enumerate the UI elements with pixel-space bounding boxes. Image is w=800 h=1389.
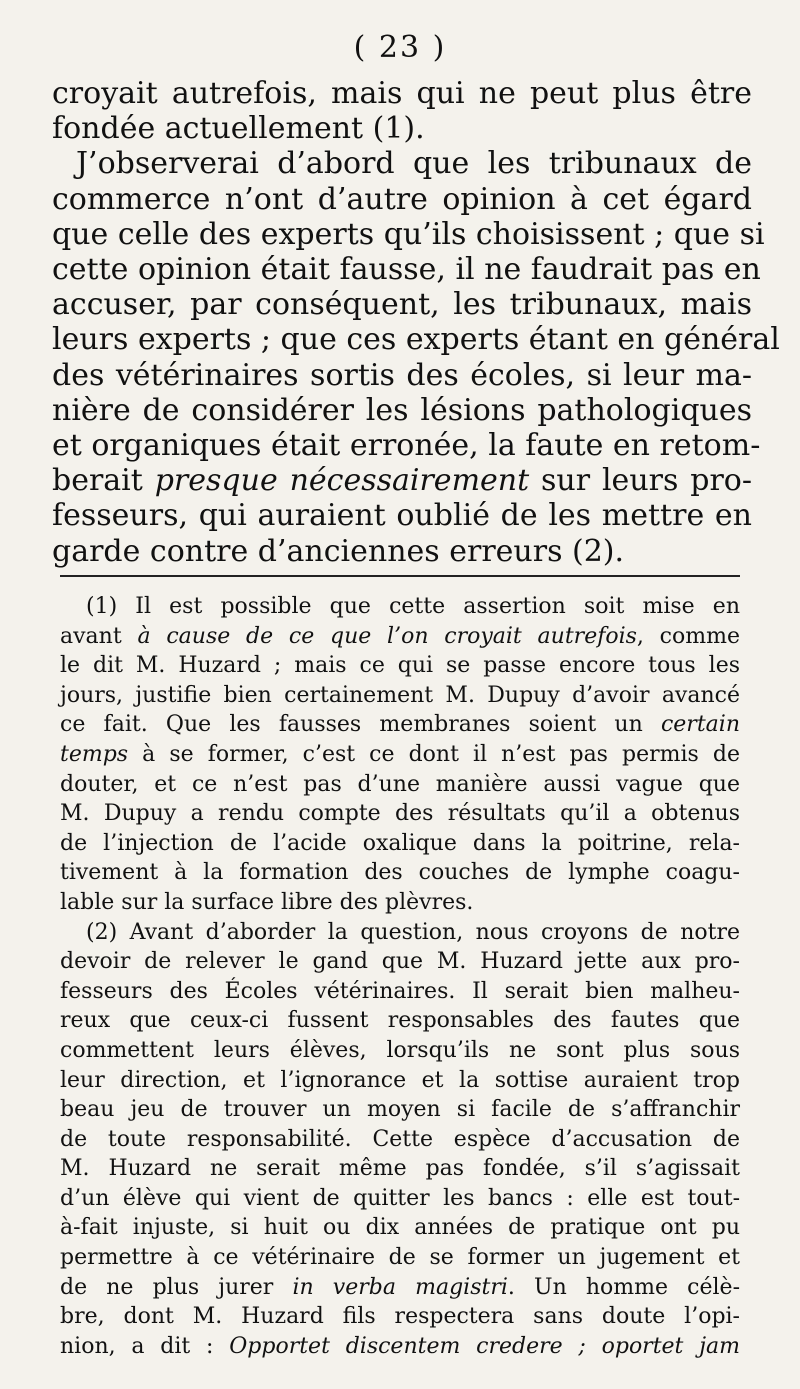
text-line bbox=[52, 111, 752, 146]
line-text: devoir de relever le gand que M. Huzard jette aux pro- bbox=[60, 949, 740, 975]
line-text: beau jeu de trouver un moyen si facile de s’affranchir bbox=[60, 1097, 740, 1123]
line-text: bre, dont M. Huzard fils respectera sans doute l’opi- bbox=[60, 1304, 740, 1330]
text-line bbox=[52, 393, 752, 428]
line-text: M. Huzard ne serait même pas fondée, s’il s’agissait bbox=[60, 1156, 740, 1182]
line-text: d’un élève qui vient de quitter les bancs : elle est tout- bbox=[60, 1185, 740, 1211]
text-line bbox=[52, 76, 752, 111]
line-text: . Un homme célè- bbox=[507, 1274, 741, 1300]
footnote-line bbox=[60, 1243, 740, 1273]
footnote-line bbox=[60, 1302, 740, 1332]
line-text: tivement à la formation des couches de lymphe coagu- bbox=[60, 860, 740, 886]
footnote-line bbox=[60, 710, 740, 740]
text-line bbox=[52, 428, 761, 464]
footnote-line bbox=[60, 651, 740, 681]
footnote-line bbox=[60, 977, 740, 1007]
footnote-line bbox=[60, 681, 740, 711]
italic-text: certain bbox=[660, 712, 740, 738]
line-text: à-fait injuste, si huit ou dix années de pratique ont pu bbox=[60, 1215, 740, 1241]
footnote-line bbox=[60, 918, 740, 948]
line-text: de ne plus jurer bbox=[60, 1274, 293, 1300]
line-text: à se former, c’est ce dont il n’est pas permis de bbox=[128, 741, 740, 767]
footnote-line bbox=[60, 592, 740, 622]
line-text: des vétérinaires sortis des écoles, si leur ma- bbox=[52, 357, 752, 393]
line-text: fesseurs, qui auraient oublié de les mettre en bbox=[52, 498, 752, 534]
line-text: ce fait. Que les fausses membranes soient un bbox=[60, 712, 661, 738]
footnote-line bbox=[60, 1036, 740, 1066]
italic-text: in verba magistri bbox=[292, 1274, 508, 1300]
text-line bbox=[52, 463, 752, 498]
line-text: (2) Avant d’aborder la question, nous croyons de notre bbox=[86, 919, 740, 945]
line-text: douter, et ce n’est pas d’une manière aussi vague que bbox=[60, 771, 740, 797]
footnote-line bbox=[60, 1213, 740, 1243]
footnote-line bbox=[60, 1006, 740, 1036]
line-text: fondée actuellement (1). bbox=[52, 111, 425, 147]
footnote-line bbox=[60, 1332, 740, 1362]
line-text: commerce n’ont d’autre opinion à cet égard bbox=[52, 181, 752, 217]
footnote-line bbox=[60, 1184, 740, 1214]
line-text: nion, a dit : bbox=[60, 1333, 230, 1359]
text-line bbox=[52, 252, 761, 288]
footnote-line bbox=[60, 799, 740, 829]
line-text: berait bbox=[52, 463, 155, 499]
text-line bbox=[52, 146, 752, 181]
line-text: le dit M. Huzard ; mais ce qui se passe encore tous les bbox=[60, 653, 740, 679]
line-text: (1) Il est possible que cette assertion soit mise en bbox=[86, 594, 740, 619]
line-text: fesseurs des Écoles vétérinaires. Il serait bien malheu- bbox=[60, 978, 740, 1004]
line-text: et organiques était erronée, la faute en retom- bbox=[52, 428, 761, 464]
line-text: reux que ceux-ci fussent responsables des fautes que bbox=[60, 1008, 740, 1034]
footnote-line bbox=[60, 1066, 740, 1096]
line-text: leurs experts ; que ces experts étant en général bbox=[52, 322, 780, 358]
text-line bbox=[52, 498, 752, 533]
footnote-line bbox=[60, 740, 740, 770]
text-line bbox=[52, 322, 780, 358]
footnote-line bbox=[60, 888, 740, 918]
line-text: accuser, par conséquent, les tribunaux, mais bbox=[52, 287, 752, 323]
footnote-line bbox=[60, 622, 740, 652]
italic-text: temps bbox=[60, 741, 129, 767]
footnote-line bbox=[60, 947, 740, 977]
line-text: , comme bbox=[636, 623, 740, 649]
line-text: de l’injection de l’acide oxalique dans la poitrine, rela- bbox=[60, 830, 740, 856]
footnote-line bbox=[60, 1125, 740, 1155]
line-text: jours, justifie bien certainement M. Dupuy d’avoir avancé bbox=[60, 682, 740, 708]
footnote-rule bbox=[60, 575, 740, 577]
line-text: lable sur la surface libre des plèvres. bbox=[60, 889, 474, 915]
text-line bbox=[52, 216, 765, 252]
main-text bbox=[52, 76, 780, 569]
line-text: M. Dupuy a rendu compte des résultats qu’il a obtenus bbox=[60, 801, 740, 827]
page-number: ( 23 ) bbox=[353, 30, 447, 65]
footnote-line bbox=[60, 829, 740, 859]
italic-text: à cause de ce que l’on croyait autrefois bbox=[137, 623, 637, 649]
text-line bbox=[52, 287, 752, 322]
text-line bbox=[52, 182, 752, 217]
footnote-line bbox=[60, 1273, 740, 1303]
footnote-line bbox=[60, 770, 740, 800]
line-text: leur direction, et l’ignorance et la sottise auraient trop bbox=[60, 1067, 740, 1093]
footnote-line bbox=[60, 1154, 740, 1184]
italic-text: presque nécessairement bbox=[154, 463, 530, 499]
line-text: nière de considérer les lésions pathologiques bbox=[52, 392, 752, 428]
italic-text: Opportet discentem credere ; oportet jam bbox=[229, 1333, 740, 1359]
line-text: de toute responsabilité. Cette espèce d’accusation de bbox=[60, 1126, 740, 1152]
line-text: permettre à ce vétérinaire de se former un jugement et bbox=[60, 1245, 740, 1271]
line-text: cette opinion était fausse, il ne faudrait pas en bbox=[52, 252, 761, 288]
footnotes bbox=[60, 592, 740, 1361]
line-text: commettent leurs élèves, lorsqu’ils ne sont plus sous bbox=[60, 1037, 740, 1063]
line-text: garde contre d’anciennes erreurs (2). bbox=[52, 533, 625, 569]
footnote-line bbox=[60, 858, 740, 888]
text-line bbox=[52, 358, 752, 393]
line-text: croyait autrefois, mais qui ne peut plus être bbox=[52, 76, 752, 111]
line-text: avant bbox=[60, 623, 138, 649]
footnote-line bbox=[60, 1095, 740, 1125]
line-text: que celle des experts qu’ils choisissent ; que si bbox=[52, 216, 765, 252]
line-text: J’observerai d’abord que les tribunaux de bbox=[76, 146, 752, 182]
line-text: sur leurs pro- bbox=[529, 463, 752, 499]
text-line bbox=[52, 534, 752, 569]
